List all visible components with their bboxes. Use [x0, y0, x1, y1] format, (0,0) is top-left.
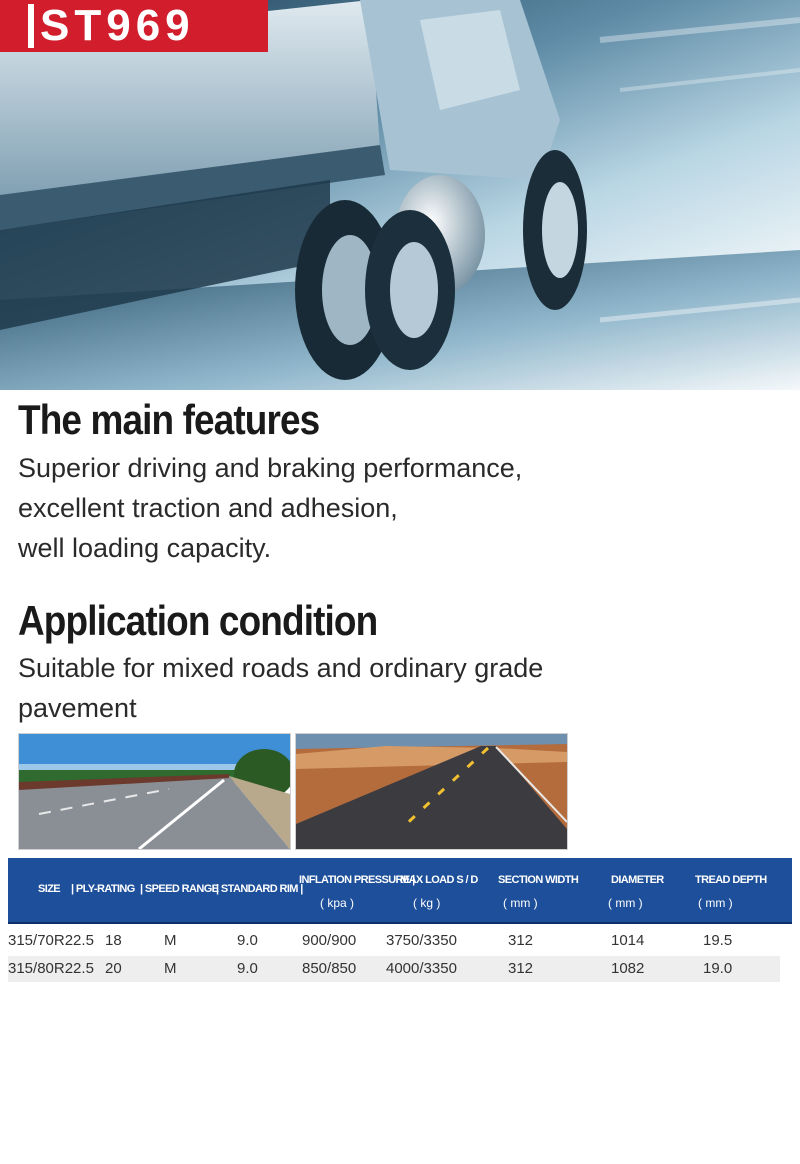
application-description [18, 648, 678, 728]
cell-diameter: 1082 [611, 960, 645, 977]
application-heading: Application condition [18, 597, 378, 644]
brand-logo [0, 0, 268, 52]
cell-speed-range: M [164, 960, 177, 977]
truck-illustration [0, 0, 800, 390]
spec-table-header [8, 858, 792, 924]
cell-ply-rating: 18 [105, 932, 122, 949]
table-row [8, 928, 780, 954]
column-header-standard-rim: | STANDARD RIM | [216, 883, 303, 895]
cell-section-width: 312 [508, 960, 534, 977]
cell-size: 315/70R22.5 [8, 932, 94, 949]
cell-max-load: 4000/3350 [386, 960, 457, 977]
cell-diameter: 1014 [611, 932, 645, 949]
cell-tread-depth: 19.5 [703, 932, 733, 949]
column-unit-tread-depth: ( mm ) [698, 896, 733, 910]
column-unit-max-load: ( kg ) [413, 896, 441, 910]
column-header-inflation-pressure: INFLATION PRESSURE | [299, 874, 415, 886]
cell-standard-rim: 9.0 [237, 960, 258, 977]
cell-standard-rim: 9.0 [237, 932, 258, 949]
column-header-ply-rating: | PLY-RATING [71, 883, 135, 895]
column-unit-diameter: ( mm ) [608, 896, 643, 910]
column-header-section-width: SECTION WIDTH [498, 874, 579, 886]
table-row [8, 956, 780, 982]
cell-section-width: 312 [508, 932, 534, 949]
hero-truck-image [0, 0, 800, 390]
features-description [18, 448, 678, 568]
desert-road-photo [295, 733, 568, 850]
column-header-tread-depth: TREAD DEPTH [695, 874, 767, 886]
application-line: Suitable for mixed roads and ordinary grade [18, 653, 544, 683]
column-header-size: SIZE [38, 883, 61, 895]
column-header-max-load: MAX LOAD S / D [400, 874, 478, 886]
column-header-diameter: DIAMETER [611, 874, 664, 886]
cell-ply-rating: 20 [105, 960, 122, 977]
cell-inflation-pressure: 900/900 [302, 932, 357, 949]
column-unit-section-width: ( mm ) [503, 896, 538, 910]
cell-max-load: 3750/3350 [386, 932, 457, 949]
features-line: excellent traction and adhesion, [18, 493, 398, 523]
column-header-speed-range: | SPEED RANGE [140, 883, 219, 895]
cell-speed-range: M [164, 932, 177, 949]
cell-tread-depth: 19.0 [703, 960, 733, 977]
highway-photo [18, 733, 291, 850]
logo-bar [28, 4, 34, 48]
features-line: well loading capacity. [18, 533, 272, 563]
application-line: pavement [18, 693, 137, 723]
logo-text: ST969 [40, 1, 195, 50]
cell-inflation-pressure: 850/850 [302, 960, 357, 977]
features-heading: The main features [18, 396, 320, 443]
column-unit-inflation-pressure: ( kpa ) [320, 896, 355, 910]
cell-size: 315/80R22.5 [8, 960, 94, 977]
features-line: Superior driving and braking performance, [18, 453, 523, 483]
